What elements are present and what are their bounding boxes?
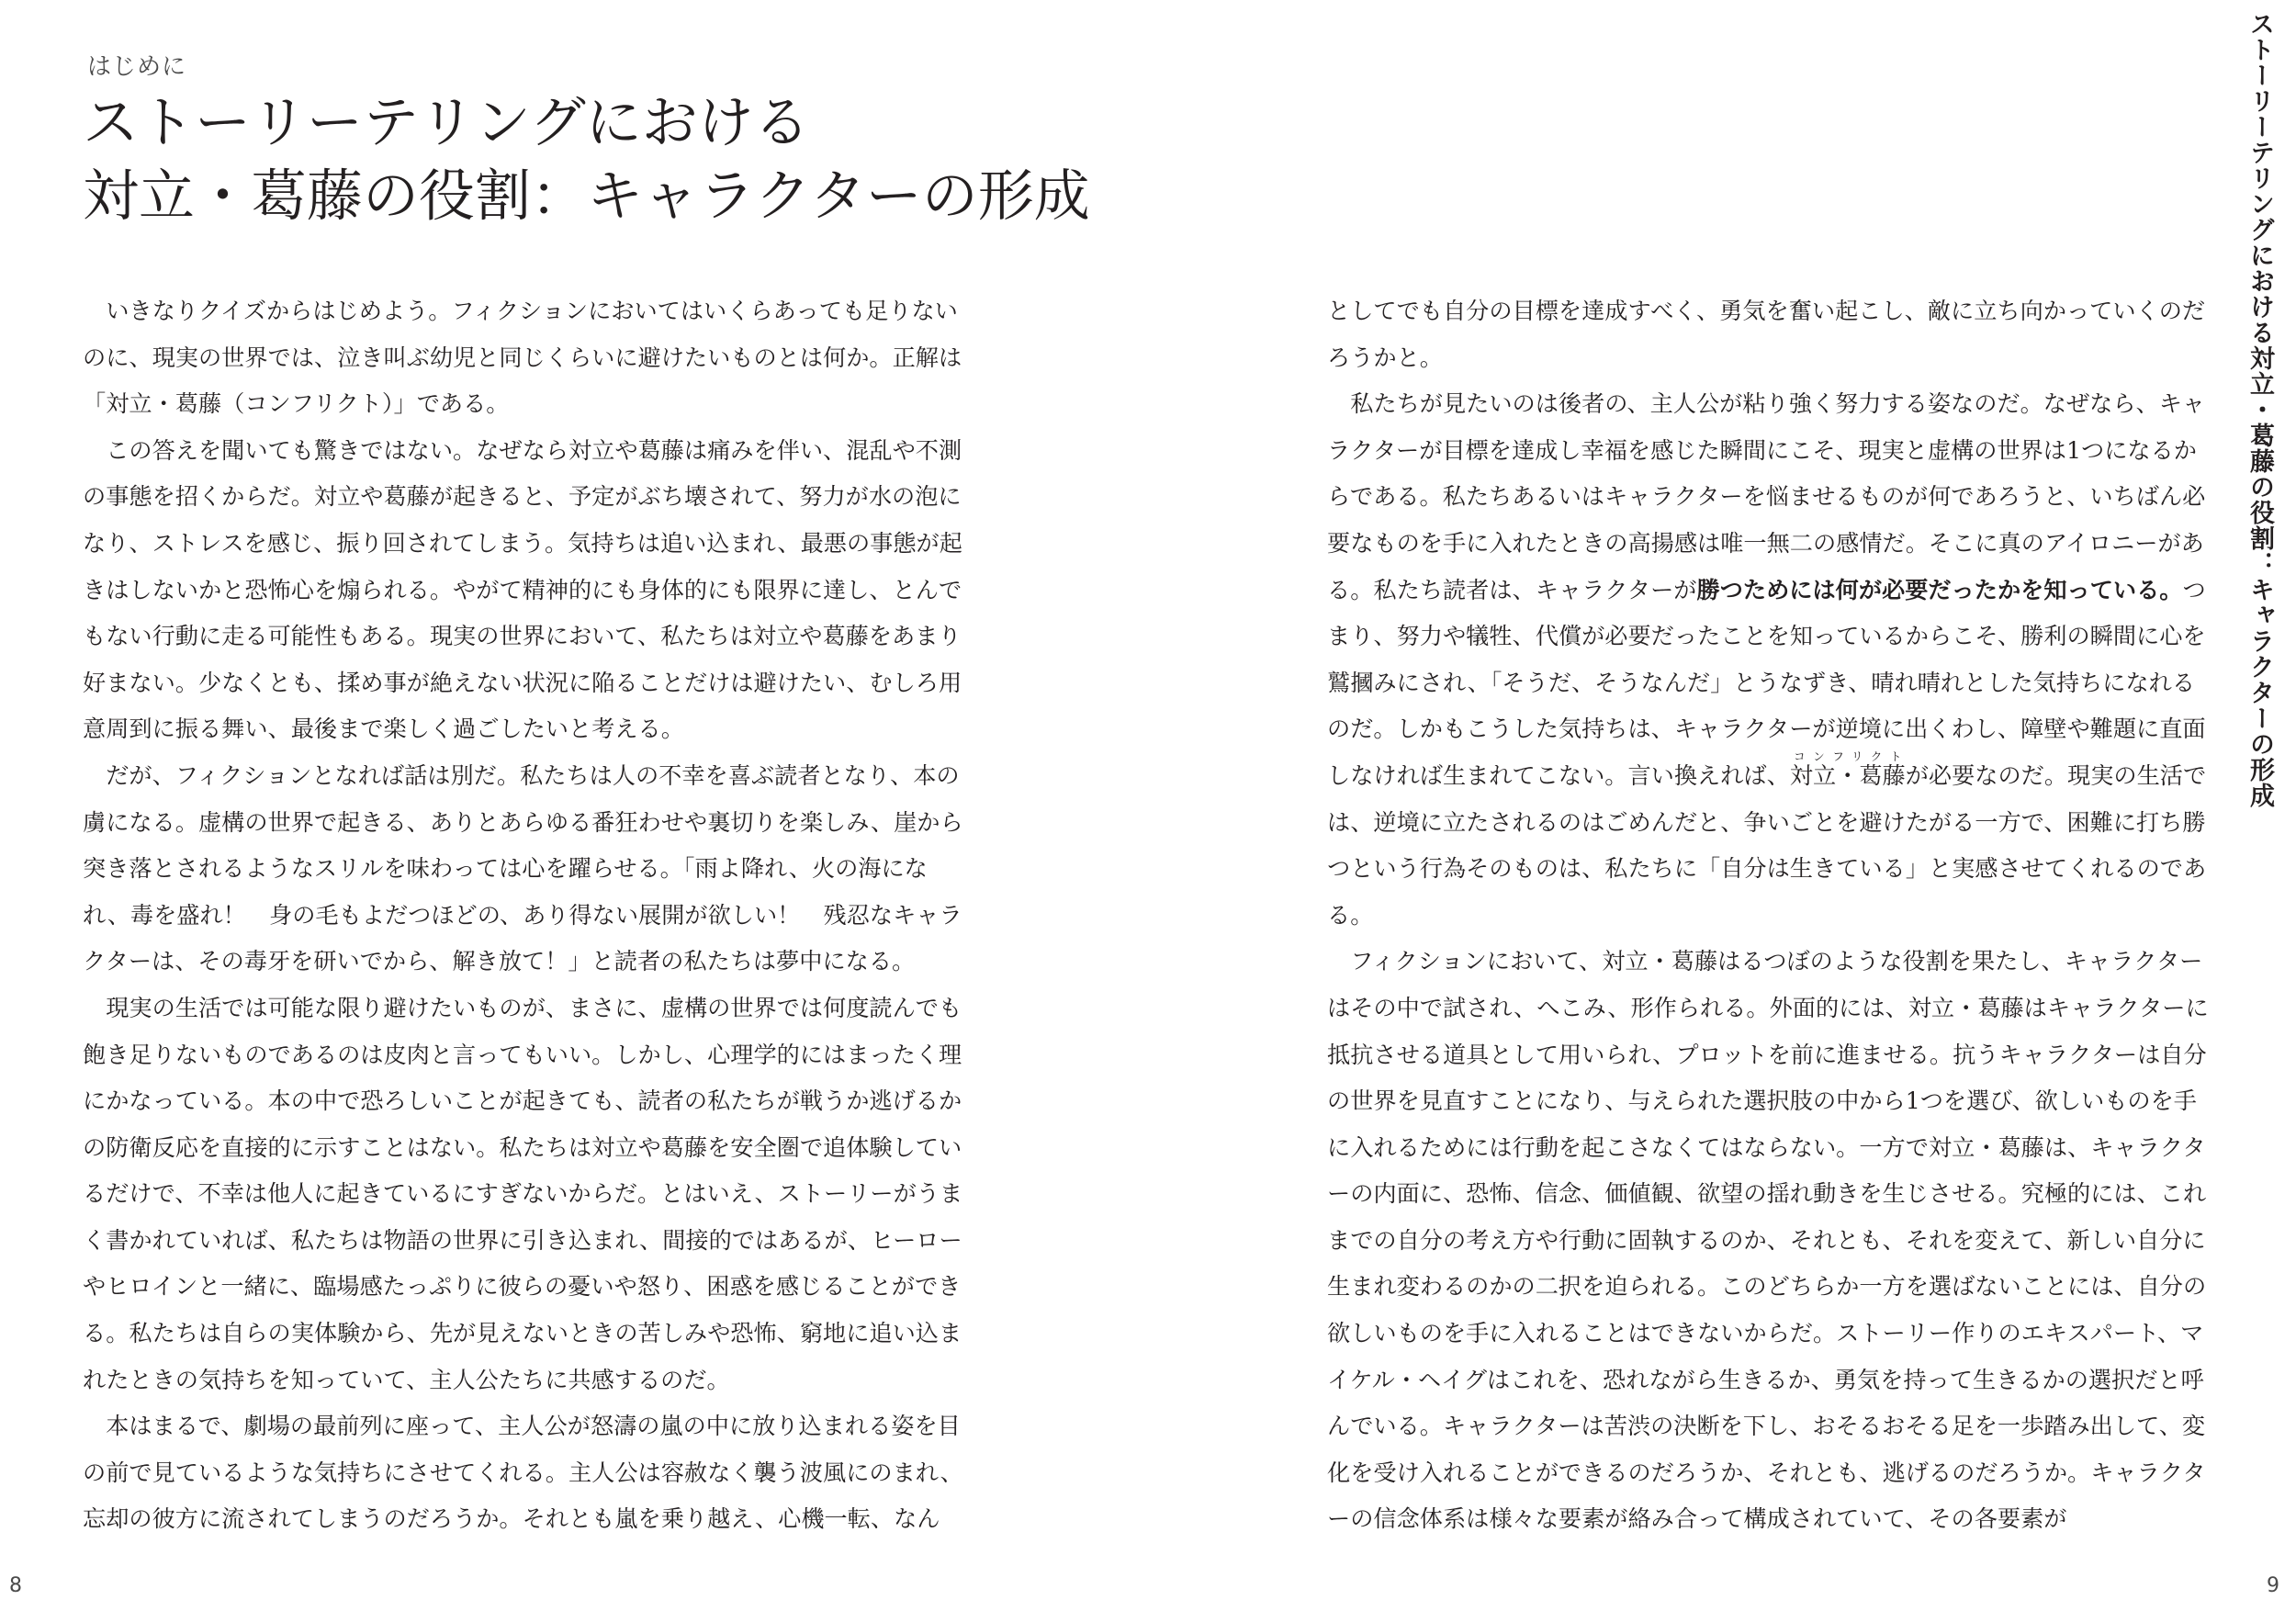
- right-page: [1148, 0, 2296, 1611]
- paragraph: フィクションにおいて、対立・葛藤はるつぼのような役割を果たし、キャラクターはその中で試され、へこみ、形作られる。外面的には、対立・葛藤はキャラクターに抵抗させる道具として用いられ、プロットを前に進ませる。抗うキャラクターは自分の世界を見直すことになり、与えられた選択肢の中から1つを選び、欲しいものを手に入れるためには行動を起こさなくてはならない。一方で対立・葛藤は、キャラクターの内面に、恐怖、信念、価値観、欲望の揺れ動きを生じさせる。究極的には、これまでの自分の考え方や行動に固執するのか、それとも、それを変えて、新しい自分に生まれ変わるのかの二択を迫られる。このどちらか一方を選ばないことには、自分の欲しいものを手に入れることはできないからだ。ストーリー作りのエキスパート、マイケル・ヘイグはこれを、恐れながら生きるか、勇気を持って生きるかの選択だと呼んでいる。キャラクターは苦渋の決断を下し、おそるおそる足を一歩踏み出して、変化を受け入れることができるのだろうか、それとも、逃げるのだろうか。キャラクターの信念体系は様々な要素が絡み合って構成されていて、その各要素が: [1327, 948, 2209, 1533]
- paragraph: この答えを聞いても驚きではない。なぜなら対立や葛藤は痛みを伴い、混乱や不測の事態を招くからだ。対立や葛藤が起きると、予定がぶち壊されて、努力が水の泡になり、ストレスを感じ、振り回されてしまう。気持ちは追い込まれ、最悪の事態が起きはしないかと恐怖心を煽られる。やがて精神的にも身体的にも限界に達し、とんでもない行動に走る可能性もある。現実の世界において、私たちは対立や葛藤をあまり好まない。少なくとも、揉め事が絶えない状況に陥ることだけは避けたい、むしろ用意周到に振る舞い、最後まで楽しく過ごしたいと考える。: [83, 436, 962, 743]
- page-number: 8: [9, 1574, 22, 1597]
- ruby-base: 対立・葛藤: [1789, 761, 1906, 789]
- paragraph: としてでも自分の目標を達成すべく、勇気を奮い起こし、敵に立ち向かっていくのだろうかと。: [1327, 298, 2206, 371]
- left-body-text: [83, 288, 974, 1543]
- paragraph: だが、フィクションとなれば話は別だ。私たちは人の不幸を喜ぶ読者となり、本の虜になる。虚構の世界で起きる、ありとあらゆる番狂わせや裏切りを楽しみ、崖から突き落とされるようなスリルを味わっては心を躍らせる。「雨よ降れ、火の海になれ、毒を盛れ！ 身の毛もよだつほどの、あり得ない展開が欲しい！ 残忍なキャラクターは、その毒牙を研いでから、解き放て！」と読者の私たちは夢中になる。: [83, 761, 963, 975]
- chapter-title-line-2: 対立・葛藤の役割：キャラクターの形成: [83, 163, 1090, 229]
- page-number: 9: [2267, 1574, 2279, 1597]
- ruby-reading: コンフリクト: [1789, 749, 1906, 763]
- paragraph-text: が必要なのだ。現実の生活では、逆境に立たされるのはごめんだと、争いごとを避けたがる一方で、困難に打ち勝つという行為そのものは、私たちに「自分は生きている」と実感させてくれるのである。: [1327, 761, 2207, 929]
- chapter-title: [83, 86, 1090, 233]
- paragraph-text: 私たちが見たいのは後者の、主人公が粘り強く努力する姿なのだ。なぜなら、キャラクターが目標を達成し幸福を感じた瞬間にこそ、現実と虚構の世界は1つになるからである。私たちあるいはキャラクターを悩ませるものが何であろうと、いちばん必要なものを手に入れたときの高揚感は唯一無二の感情だ。そこに真のアイロニーがある。私たち読者は、キャラクターが: [1327, 390, 2206, 603]
- ruby-term: [1789, 749, 1906, 789]
- running-head: ストーリーテリングにおける対立・葛藤の役割：キャラクターの形成: [2245, 11, 2274, 808]
- paragraph-text: つまり、努力や犠牲、代償が必要だったことを知っているからこそ、勝利の瞬間に心を鷲摑みにされ、「そうだ、そうなんだ」とうなずき、晴れ晴れとした気持ちになれるのだ。しかもこうした気持ちは、キャラクターが逆境に出くわし、障壁や難題に直面しなければ生まれてこない。言い換えれば、: [1327, 576, 2206, 789]
- emphasis-text: 勝つためには何が必要だったかを知っている。: [1696, 576, 2183, 603]
- chapter-kicker: はじめに: [87, 53, 187, 81]
- paragraph: いきなりクイズからはじめよう。フィクションにおいてはいくらあっても足りないのに、現実の世界では、泣き叫ぶ幼児と同じくらいに避けたいものとは何か。正解は「対立・葛藤（コンフリクト）」である。: [83, 298, 962, 418]
- paragraph: [1327, 381, 2218, 939]
- paragraph: 現実の生活では可能な限り避けたいものが、まさに、虚構の世界では何度読んでも飽き足りないものであるのは皮肉と言ってもいい。しかし、心理学的にはまったく理にかなっている。本の中で恐ろしいことが起きても、読者の私たちが戦うか逃げるかの防衛反応を直接的に示すことはない。私たちは対立や葛藤を安全圏で追体験しているだけで、不幸は他人に起きているにすぎないからだ。とはいえ、ストーリーがうまく書かれていれば、私たちは物語の世界に引き込まれ、間接的ではあるが、ヒーローやヒロインと一緒に、臨場感たっぷりに彼らの憂いや怒り、困惑を感じることができる。私たちは自らの実体験から、先が見えないときの苦しみや恐怖、窮地に追い込まれたときの気持ちを知っていて、主人公たちに共感するのだ。: [83, 994, 963, 1393]
- chapter-title-line-1: ストーリーテリングにおける: [83, 90, 810, 155]
- paragraph: 本はまるで、劇場の最前列に座って、主人公が怒濤の嵐の中に放り込まれる姿を目の前で見ているような気持ちにさせてくれる。主人公は容赦なく襲う波風にのまれ、忘却の彼方に流されてしまうのだろうか。それとも嵐を乗り越え、心機一転、なん: [83, 1413, 963, 1533]
- right-body-text: [1327, 288, 2218, 1543]
